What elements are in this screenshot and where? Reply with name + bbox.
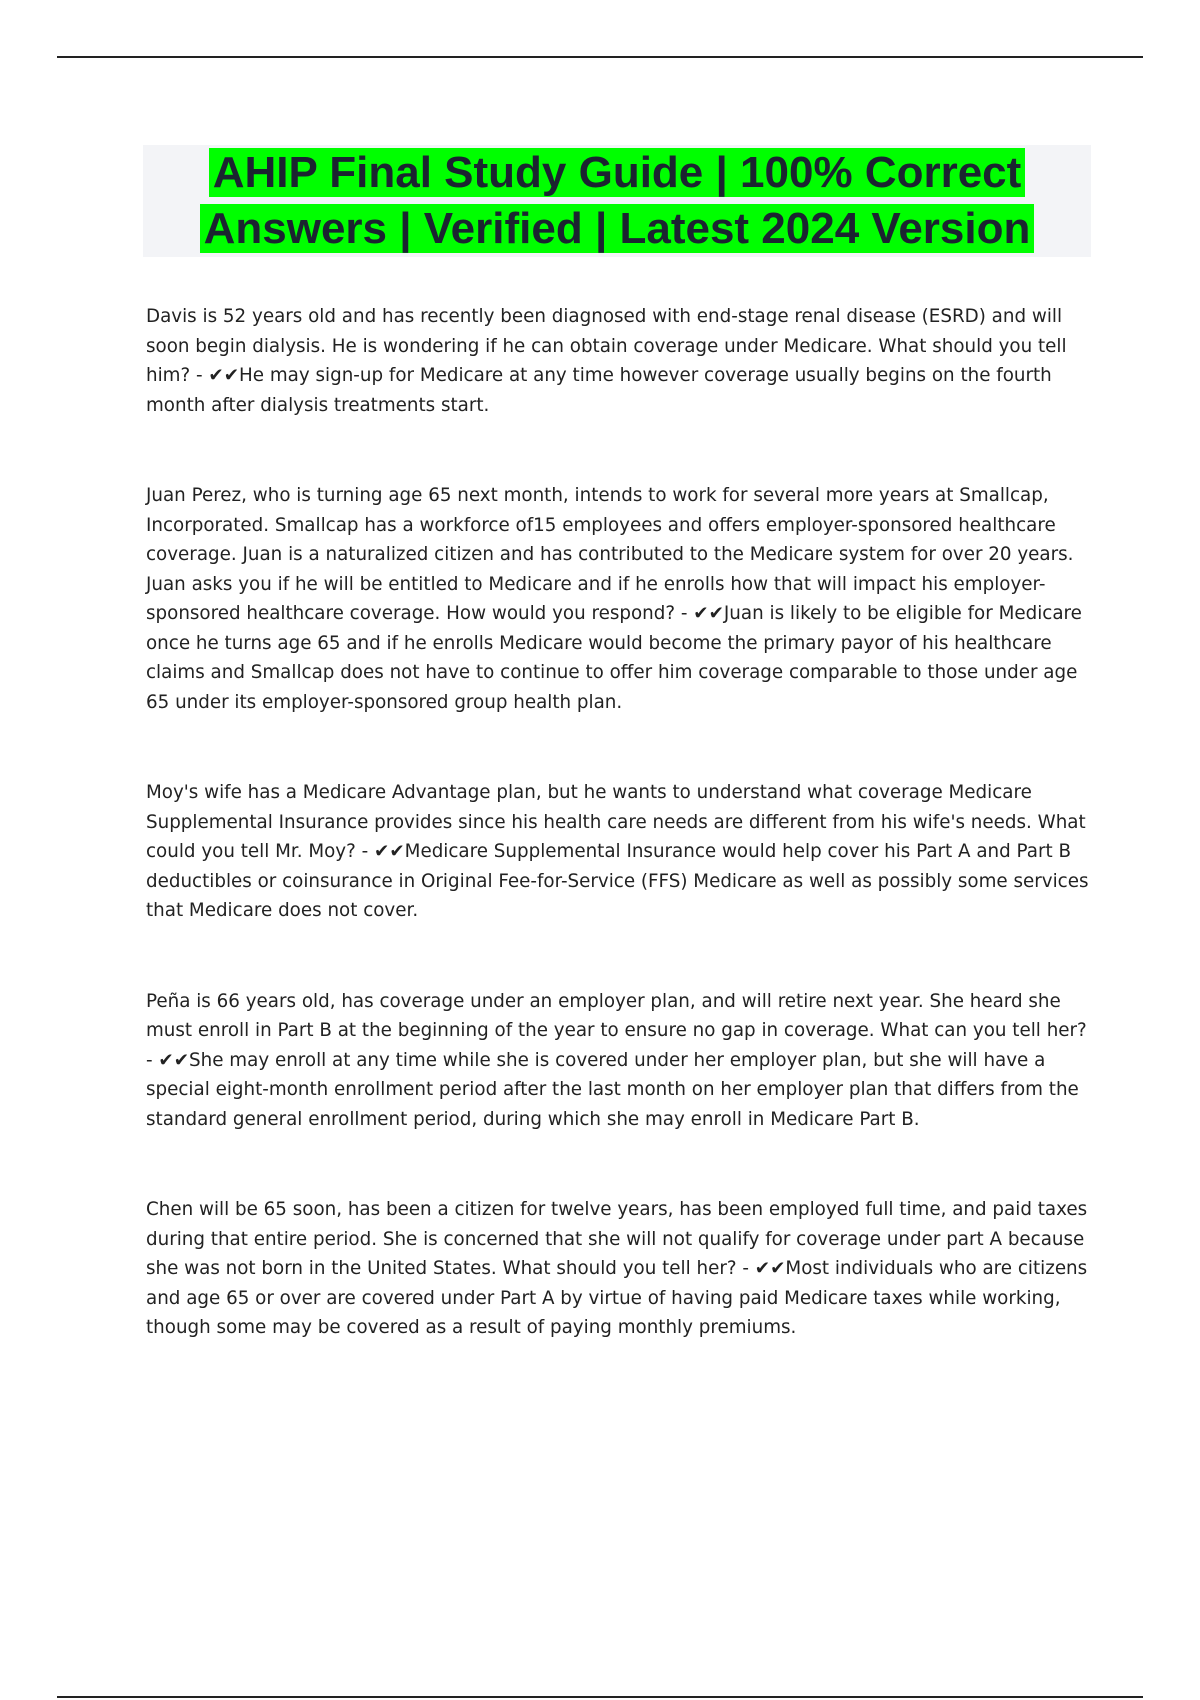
qa-item-4 (146, 987, 1091, 1135)
answer-text: ✔✔He may sign-up for Medicare at any time however coverage usually begins on the fourth month after dialysis treatments start. (146, 365, 1052, 416)
answer-text: ✔✔She may enroll at any time while she is covered under her employer plan, but she will have a special eight-month enrollment period after the last month on her employer plan that differs from the standard general enrollment period, during which she may enroll in Medicare Part B. (146, 1049, 1079, 1130)
page-title (143, 145, 1091, 257)
question-text: Chen will be 65 soon, has been a citizen for twelve years, has been employed full time, and paid taxes during that entire period. She is concerned that she will not qualify for coverage under part A because she was not born in the United States. What should you tell her? - (146, 1199, 1088, 1279)
qa-item-1 (146, 302, 1091, 420)
question-text: Juan Perez, who is turning age 65 next month, intends to work for several more years at Smallcap, Incorporated. Smallcap has a workforce of15 employees and offers employer-sponsored healthcare coverage. Juan is a naturalized citizen and has contributed to the Medicare system for over 20 years. Juan asks you if he will be entitled to Medicare and if he enrolls how that will impact his employer-sponsored healthcare coverage. How would you respond? - (146, 485, 1074, 624)
answer-text: ✔✔Most individuals who are citizens and age 65 or over are covered under Part A by virtue of having paid Medicare taxes while working, though some may be covered as a result of paying monthly premiums. (146, 1258, 1088, 1338)
qa-item-3 (146, 778, 1091, 926)
bottom-rule (57, 1696, 1143, 1698)
question-text: Davis is 52 years old and has recently been diagnosed with end-stage renal disease (ESRD) and will soon begin dialysis. He is wondering if he can obtain coverage under Medicare. What should you tell him? - (146, 306, 1067, 386)
answer-text: ✔✔Medicare Supplemental Insurance would help cover his Part A and Part B deductibles or coinsurance in Original Fee-for-Service (FFS) Medicare as well as possibly some services that Medicare does not cover. (146, 841, 1089, 921)
page-title-text: AHIP Final Study Guide | 100% Correct Answers | Verified | Latest 2024 Version (200, 148, 1035, 253)
study-guide-content (146, 302, 1091, 1404)
question-text: Moy's wife has a Medicare Advantage plan, but he wants to understand what coverage Medicare Supplemental Insurance provides since his health care needs are different from his wife's needs. What could you tell Mr. Moy? - (146, 782, 1086, 862)
qa-item-5 (146, 1195, 1091, 1343)
question-text: Peña is 66 years old, has coverage under an employer plan, and will retire next year. She heard she must enroll in Part B at the beginning of the year to ensure no gap in coverage. What can you tell her? - (146, 990, 1087, 1071)
answer-text: ✔✔Juan is likely to be eligible for Medicare once he turns age 65 and if he enrolls Medicare would become the primary payor of his healthcare claims and Smallcap does not have to continue to offer him coverage comparable to those under age 65 under its employer-sponsored group health plan. (146, 603, 1082, 713)
top-rule (57, 56, 1143, 58)
qa-item-2 (146, 481, 1091, 717)
